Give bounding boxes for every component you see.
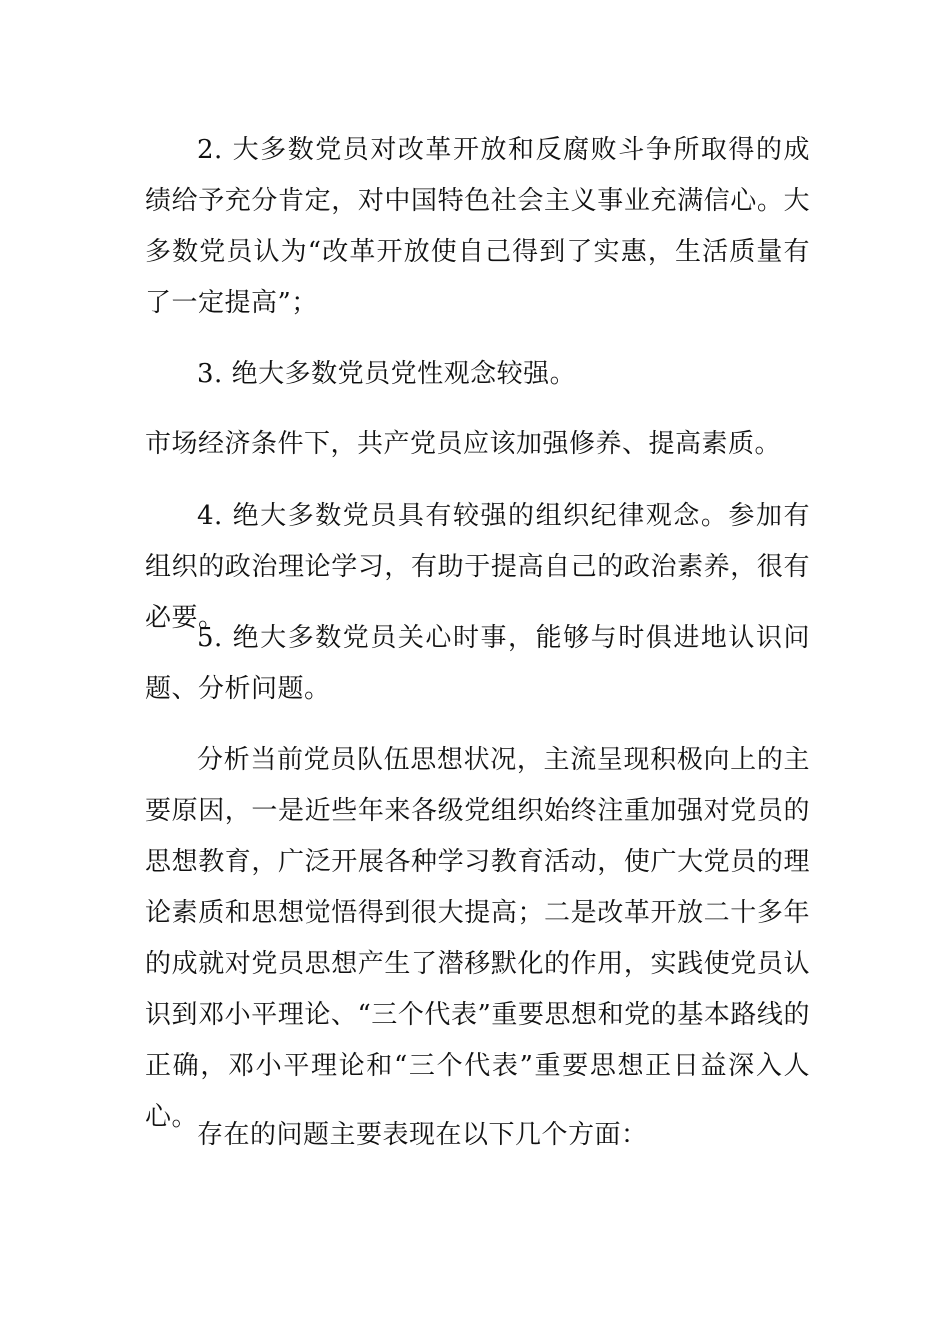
paragraph-item-2: 2. 大多数党员对改革开放和反腐败斗争所取得的成绩给予充分肯定，对中国特色社会主义事业充满信心。大多数党员认为“改革开放使自己得到了实惠，生活质量有了一定提高”； [145, 135, 810, 318]
paragraph-market-economy: 市场经济条件下，共产党员应该加强修养、提高素质。 [145, 429, 782, 459]
paragraph-problems-intro: 存在的问题主要表现在以下几个方面： [197, 1120, 648, 1150]
paragraph-item-3: 3. 绝大多数党员党性观念较强。 [197, 359, 577, 389]
paragraph-item-4: 4. 绝大多数党员具有较强的组织纪律观念。参加有组织的政治理论学习，有助于提高自己的政治素养，很有必要。 [145, 501, 810, 633]
paragraph-analysis: 分析当前党员队伍思想状况，主流呈现积极向上的主要原因，一是近些年来各级党组织始终注重加强对党员的思想教育，广泛开展各种学习教育活动，使广大党员的理论素质和思想觉悟得到很大提高；二是改革开放二十多年的成就对党员思想产生了潜移默化的作用，实践使党员认识到邓小平理论、“三个代表”重要思想和党的基本路线的正确，邓小平理论和“三个代表”重要思想正日益深入人心。 [145, 745, 810, 1132]
paragraph-item-5: 5. 绝大多数党员关心时事，能够与时俱进地认识问题、分析问题。 [145, 623, 810, 704]
